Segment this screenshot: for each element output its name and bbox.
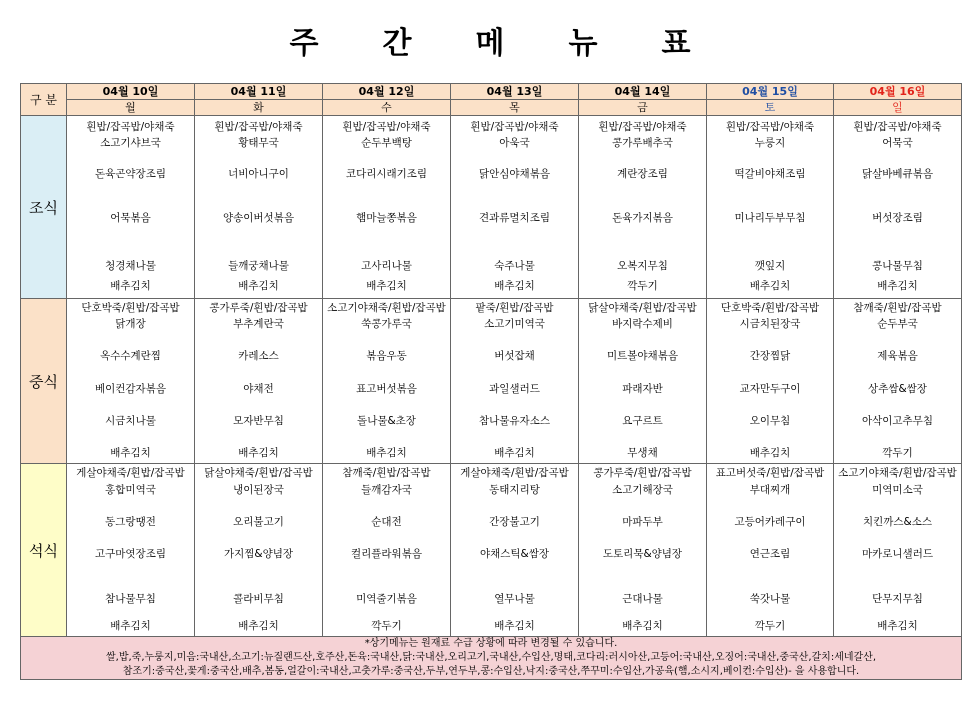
menu-item: 배추김치 <box>110 620 151 632</box>
date-header: 04월 13일 <box>451 84 579 100</box>
day-header: 월 <box>67 100 195 116</box>
menu-item: 소고기샤브국 <box>100 137 161 149</box>
menu-item: 컬리플라워볶음 <box>350 548 422 560</box>
menu-item: 오리불고기 <box>233 516 284 528</box>
menu-item: 과일샐러드 <box>489 383 540 395</box>
menu-item: 버섯잡채 <box>494 350 535 362</box>
menu-cell <box>67 116 195 299</box>
menu-cell <box>707 464 834 637</box>
menu-item: 닭살야채죽/흰밥/잡곡밥 <box>204 467 313 479</box>
menu-item: 계란장조림 <box>617 168 668 180</box>
meal-label: 조식 <box>21 116 67 299</box>
menu-item: 무생채 <box>627 447 658 459</box>
menu-item: 햄마늘쫑볶음 <box>356 212 417 224</box>
menu-item: 견과류멸치조림 <box>478 212 550 224</box>
menu-item: 베이컨감자볶음 <box>94 383 166 395</box>
menu-item: 동태지리탕 <box>489 484 540 496</box>
menu-item: 버섯장조림 <box>872 212 923 224</box>
date-header: 04월 11일 <box>195 84 323 100</box>
menu-item: 돌나물&초장 <box>357 415 416 427</box>
menu-item: 흰밥/잡곡밥/야채죽 <box>342 121 431 133</box>
menu-item: 참깨죽/흰밥/잡곡밥 <box>342 467 431 479</box>
day-header: 수 <box>323 100 451 116</box>
menu-item: 배추김치 <box>110 280 151 292</box>
menu-item: 콩가루죽/흰밥/잡곡밥 <box>209 302 308 314</box>
gubun-header: 구 분 <box>21 84 67 116</box>
menu-cell <box>834 116 962 299</box>
menu-cell <box>707 116 834 299</box>
menu-item: 떡갈비야채조림 <box>734 168 806 180</box>
date-header-saturday: 04월 15일 <box>707 84 834 100</box>
date-header-sunday: 04월 16일 <box>834 84 962 100</box>
menu-item: 소고기야채죽/흰밥/잡곡밥 <box>327 302 446 314</box>
menu-item: 모자반무침 <box>233 415 284 427</box>
notice-box <box>21 637 962 680</box>
menu-item: 깍두기 <box>754 620 786 632</box>
menu-item: 배추김치 <box>238 620 279 632</box>
title-char: 표 <box>661 26 691 61</box>
menu-cell <box>195 116 323 299</box>
menu-cell <box>195 464 323 637</box>
menu-item: 아삭이고추무침 <box>861 415 933 427</box>
menu-item: 콩나물무침 <box>872 260 923 272</box>
menu-item: 옥수수계란찜 <box>100 350 161 362</box>
menu-item: 고등어카레구이 <box>734 516 806 528</box>
page-title <box>0 18 980 62</box>
menu-item: 게살야채죽/흰밥/잡곡밥 <box>460 467 569 479</box>
menu-item: 시금치나물 <box>105 415 156 427</box>
title-char: 메 <box>475 26 505 61</box>
menu-item: 배추김치 <box>366 280 407 292</box>
menu-item: 고구마엿장조림 <box>94 548 166 560</box>
menu-item: 열무나물 <box>494 593 535 605</box>
menu-item: 연근조림 <box>749 548 791 560</box>
menu-item: 배추김치 <box>749 447 791 459</box>
menu-item: 흰밥/잡곡밥/야채죽 <box>598 121 687 133</box>
menu-item: 오복지무침 <box>617 260 668 272</box>
menu-item: 교자만두구이 <box>739 383 801 395</box>
menu-item: 치킨까스&소스 <box>862 516 933 528</box>
menu-item: 숙주나물 <box>494 260 535 272</box>
menu-item: 파래자반 <box>622 383 663 395</box>
menu-cell <box>834 464 962 637</box>
date-header: 04월 12일 <box>323 84 451 100</box>
menu-item: 야채전 <box>243 383 274 395</box>
menu-cell <box>707 299 834 464</box>
menu-cell <box>67 299 195 464</box>
menu-item: 표고버섯죽/흰밥/잡곡밥 <box>715 467 825 479</box>
menu-item: 깍두기 <box>882 447 913 459</box>
menu-item: 청경채나물 <box>105 260 156 272</box>
menu-item: 배추김치 <box>238 280 279 292</box>
menu-item: 아욱국 <box>499 137 530 149</box>
title-char: 뉴 <box>568 26 598 61</box>
menu-cell <box>323 464 451 637</box>
menu-item: 배추김치 <box>622 620 663 632</box>
menu-item: 콩가루죽/흰밥/잡곡밥 <box>593 467 692 479</box>
menu-item: 닭개장 <box>115 318 146 330</box>
menu-item: 팥죽/흰밥/잡곡밥 <box>475 302 554 314</box>
menu-item: 동그랑땡전 <box>105 516 156 528</box>
menu-cell <box>67 464 195 637</box>
menu-item: 순대전 <box>371 516 402 528</box>
notice-line: 참조기:중국산,꽃게:중국산,배추,봄동,얼갈이:국내산,고춧가루:중국산,두부,연두부,콩:수입산,낙지:중국산,쭈꾸미:수입산,가공육(햄,소시지,베이컨:수입산)- 을 사용합니다. <box>122 666 860 677</box>
menu-cell <box>579 116 707 299</box>
menu-item: 닭살야채죽/흰밥/잡곡밥 <box>588 302 697 314</box>
day-header-sunday: 일 <box>834 100 962 116</box>
menu-item: 홍합미역국 <box>105 484 156 496</box>
menu-item: 돈육곤약장조림 <box>94 168 166 180</box>
menu-item: 배추김치 <box>494 620 535 632</box>
menu-item: 흰밥/잡곡밥/야채죽 <box>214 121 303 133</box>
menu-item: 어묵국 <box>882 137 913 149</box>
menu-item: 요구르트 <box>622 415 663 427</box>
menu-cell <box>323 116 451 299</box>
menu-item: 마카로니샐러드 <box>861 548 933 560</box>
menu-item: 닭안심야채볶음 <box>478 168 550 180</box>
menu-item: 흰밥/잡곡밥/야채죽 <box>86 121 175 133</box>
menu-item: 게살야채죽/흰밥/잡곡밥 <box>76 467 185 479</box>
day-header-saturday: 토 <box>707 100 834 116</box>
notice-line: 쌀,밥,죽,누룽지,미음:국내산,소고기:뉴질랜드산,호주산,돈육:국내산,닭:국내산,오리고기,국내산,수입산,명태,코다리:러시아산,고등어:국내산,오징어:국내산,중국산,갈치:세네갈산, <box>105 652 877 663</box>
menu-item: 소고기야채죽/흰밥/잡곡밥 <box>838 467 957 479</box>
menu-item: 쑥콩가루국 <box>361 318 412 330</box>
day-header: 목 <box>451 100 579 116</box>
menu-cell <box>195 299 323 464</box>
weekly-menu-table <box>20 83 962 680</box>
menu-item: 닭살바베큐볶음 <box>861 168 933 180</box>
menu-item: 너비아니구이 <box>228 168 289 180</box>
menu-item: 배추김치 <box>877 620 918 632</box>
menu-item: 쑥갓나물 <box>749 593 791 605</box>
menu-item: 미트볼야채볶음 <box>606 350 678 362</box>
menu-item: 깍두기 <box>627 280 658 292</box>
menu-item: 상추쌈&쌈장 <box>868 383 927 395</box>
menu-item: 참깨죽/흰밥/잡곡밥 <box>853 302 942 314</box>
menu-item: 흰밥/잡곡밥/야채죽 <box>853 121 942 133</box>
menu-item: 고사리나물 <box>361 260 412 272</box>
menu-item: 흰밥/잡곡밥/야채죽 <box>725 121 815 133</box>
menu-item: 단무지무침 <box>872 593 923 605</box>
menu-item: 미역줄기볶음 <box>356 593 417 605</box>
title-char: 주 <box>289 26 319 61</box>
date-header: 04월 14일 <box>579 84 707 100</box>
title-char: 간 <box>382 26 412 61</box>
menu-item: 소고기미역국 <box>484 318 545 330</box>
menu-item: 황태무국 <box>238 137 279 149</box>
menu-item: 콜라비무침 <box>233 593 284 605</box>
day-header: 금 <box>579 100 707 116</box>
menu-item: 볶음우동 <box>366 350 407 362</box>
menu-cell <box>834 299 962 464</box>
menu-cell <box>451 299 579 464</box>
menu-item: 배추김치 <box>877 280 918 292</box>
menu-item: 배추김치 <box>366 447 407 459</box>
menu-item: 배추김치 <box>494 280 535 292</box>
menu-item: 표고버섯볶음 <box>356 383 417 395</box>
menu-item: 근대나물 <box>622 593 663 605</box>
day-header: 화 <box>195 100 323 116</box>
meal-label: 중식 <box>21 299 67 464</box>
meal-label: 석식 <box>21 464 67 637</box>
menu-cell <box>579 464 707 637</box>
menu-item: 미역미소국 <box>872 484 923 496</box>
menu-item: 깻잎지 <box>754 260 786 272</box>
menu-item: 단호박죽/흰밥/잡곡밥 <box>720 302 820 314</box>
menu-item: 순두부국 <box>877 318 918 330</box>
menu-item: 양송이버섯볶음 <box>222 212 294 224</box>
menu-item: 제육볶음 <box>877 350 918 362</box>
menu-item: 부추계란국 <box>233 318 284 330</box>
notice-line: *상기메뉴는 원재료 수급 상황에 따라 변경될 수 있습니다. <box>364 638 618 649</box>
menu-item: 코다리시래기조림 <box>345 168 428 180</box>
menu-cell <box>451 464 579 637</box>
menu-item: 참나물유자소스 <box>478 415 550 427</box>
menu-item: 누룽지 <box>754 137 786 149</box>
menu-item: 돈육가지볶음 <box>612 212 673 224</box>
menu-cell <box>451 116 579 299</box>
menu-item: 마파두부 <box>622 516 663 528</box>
menu-item: 깍두기 <box>371 620 402 632</box>
menu-cell <box>579 299 707 464</box>
menu-item: 배추김치 <box>238 447 279 459</box>
menu-item: 오이무침 <box>749 415 791 427</box>
menu-item: 콩가루배추국 <box>612 137 673 149</box>
menu-item: 부대찌개 <box>749 484 791 496</box>
menu-item: 배추김치 <box>110 447 151 459</box>
menu-item: 도토리묵&양념장 <box>602 548 683 560</box>
menu-cell <box>323 299 451 464</box>
menu-item: 카레소스 <box>238 350 279 362</box>
menu-item: 참나물무침 <box>105 593 156 605</box>
menu-item: 흰밥/잡곡밥/야채죽 <box>470 121 559 133</box>
menu-item: 순두부백탕 <box>361 137 412 149</box>
menu-item: 가지찜&양념장 <box>223 548 294 560</box>
menu-item: 단호박죽/흰밥/잡곡밥 <box>81 302 180 314</box>
menu-item: 배추김치 <box>494 447 535 459</box>
menu-item: 야채스틱&쌈장 <box>479 548 550 560</box>
menu-item: 바지락수제비 <box>612 318 673 330</box>
menu-item: 시금치된장국 <box>739 318 801 330</box>
menu-item: 소고기해장국 <box>612 484 673 496</box>
menu-item: 들깨감자국 <box>361 484 412 496</box>
menu-item: 간장찜닭 <box>749 350 791 362</box>
menu-item: 들깨궁채나물 <box>228 260 289 272</box>
menu-item: 미나리두부무침 <box>734 212 806 224</box>
menu-item: 배추김치 <box>749 280 791 292</box>
date-header: 04월 10일 <box>67 84 195 100</box>
menu-item: 어묵볶음 <box>110 212 151 224</box>
menu-item: 간장불고기 <box>489 516 540 528</box>
menu-item: 냉이된장국 <box>233 484 284 496</box>
